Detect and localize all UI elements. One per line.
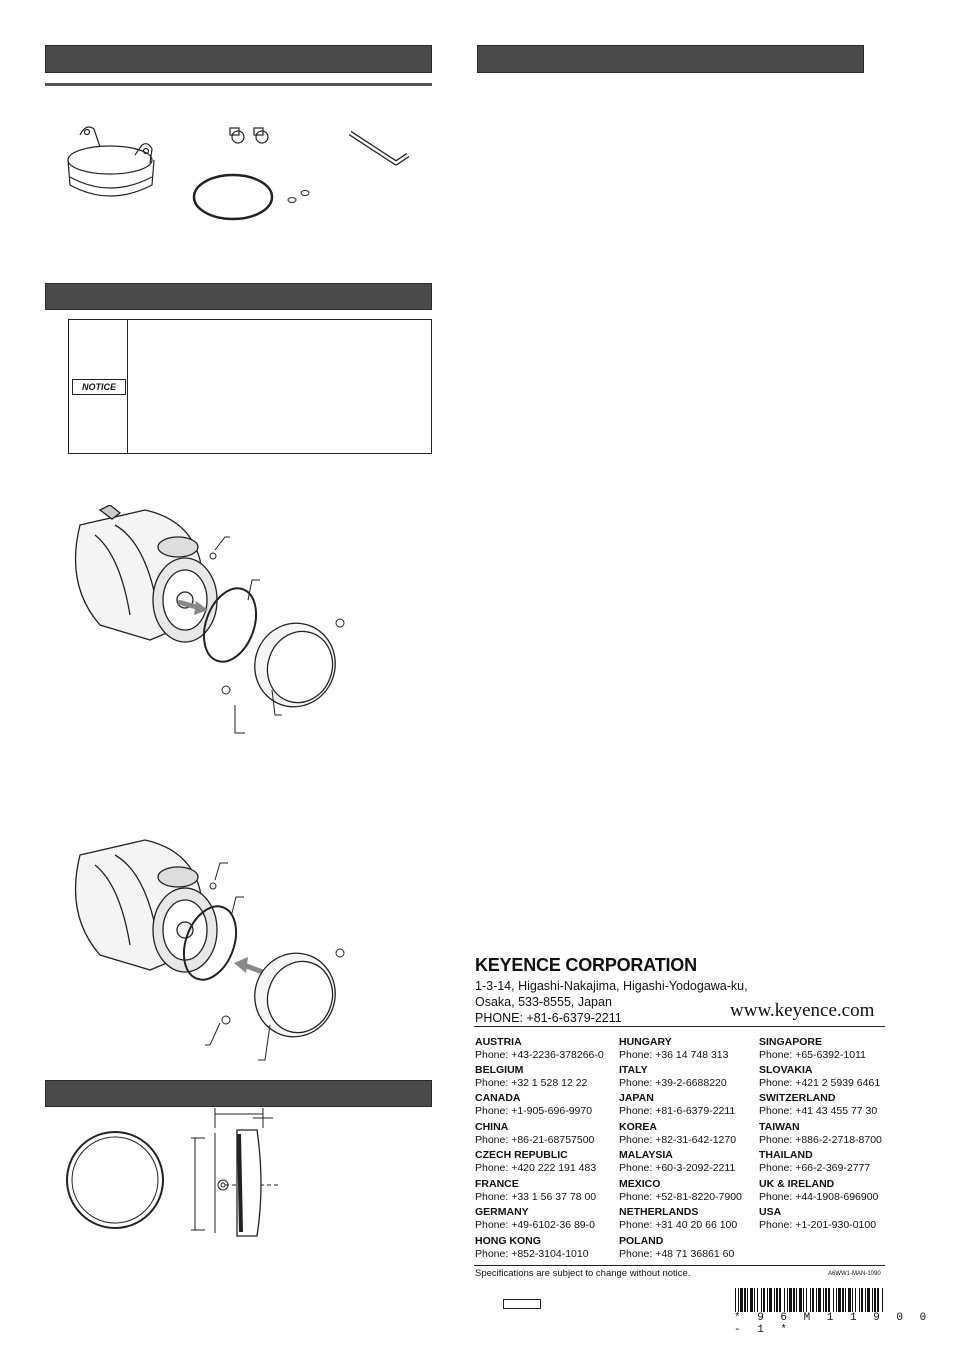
office-entry: FRANCE Phone: +33 1 56 37 78 00 (475, 1178, 597, 1203)
camera-body-icon (76, 840, 218, 972)
section-header-bar-right (477, 45, 864, 73)
office-entry: GERMANY Phone: +49-6102-36 89-0 (475, 1206, 595, 1231)
section-header-bar-precautions (45, 283, 432, 310)
office-entry: NETHERLANDS Phone: +31 40 20 66 100 (619, 1206, 738, 1231)
office-entry: KOREA Phone: +82-31-642-1270 (619, 1121, 737, 1146)
hood-icon (243, 942, 347, 1048)
camera-body-icon (76, 505, 218, 642)
office-entry: SINGAPORE Phone: +65-6392-1011 (759, 1036, 866, 1061)
washer-icon (210, 553, 216, 559)
office-entry: ITALY Phone: +39-2-6688220 (619, 1064, 727, 1089)
office-entry: JAPAN Phone: +81-6-6379-2211 (619, 1092, 736, 1117)
office-entry: MEXICO Phone: +52-81-8220-7900 (619, 1178, 742, 1203)
package-contents-illustration (60, 115, 420, 225)
office-entry: SLOVAKIA Phone: +421 2 5939 6461 (759, 1064, 881, 1089)
dimension-side-view (185, 1108, 285, 1238)
washer-icon (288, 191, 309, 203)
phone: PHONE: +81-6-6379-2211 (475, 1011, 622, 1025)
office-entry: UK & IRELAND Phone: +44-1908-696900 (759, 1178, 879, 1203)
office-entry: HUNGARY Phone: +36 14 748 313 (619, 1036, 729, 1061)
hood-icon (243, 612, 347, 718)
office-entry: HONG KONG Phone: +852-3104-1010 (475, 1235, 589, 1260)
notice-box (68, 319, 432, 454)
website-link[interactable]: www.keyence.com (730, 1000, 875, 1021)
screw-icon (230, 128, 268, 143)
document-code: A6WW1-MAN-1090 (828, 1271, 881, 1277)
dimension-front-view (60, 1125, 170, 1235)
office-entry: SWITZERLAND Phone: +41 43 455 77 30 (759, 1092, 878, 1117)
office-entry: TAIWAN Phone: +886-2-2718-8700 (759, 1121, 882, 1146)
office-entry: MALAYSIA Phone: +60-3-2092-2211 (619, 1149, 736, 1174)
address-line-1: 1-3-14, Higashi-Nakajima, Higashi-Yodogawa-ku, (475, 979, 748, 993)
office-entry: POLAND Phone: +48 71 36861 60 (619, 1235, 735, 1260)
office-entry: AUSTRIA Phone: +43-2236-378266-0 (475, 1036, 604, 1061)
address-line-2: Osaka, 533-8555, Japan (475, 995, 612, 1009)
notice-badge: NOTICE (72, 379, 126, 395)
office-entry: CHINA Phone: +86-21-68757500 (475, 1121, 595, 1146)
washer-icon (210, 883, 216, 889)
office-entry: THAILAND Phone: +66-2-369-2777 (759, 1149, 871, 1174)
small-box (503, 1299, 541, 1309)
office-entry: USA Phone: +1-201-930-0100 (759, 1206, 877, 1231)
office-entry: CZECH REPUBLIC Phone: +420 222 191 483 (475, 1149, 597, 1174)
office-entry: CANADA Phone: +1-905-696-9970 (475, 1092, 593, 1117)
protective-hood-icon (68, 127, 154, 196)
barcode-icon (735, 1288, 885, 1312)
corporation-name: KEYENCE CORPORATION (475, 955, 697, 975)
section-header-bar-package (45, 45, 432, 73)
section-header-bar-dimensions (45, 1080, 432, 1107)
o-ring-icon (194, 175, 272, 219)
hood-attach-illustration (60, 835, 360, 1070)
notice-label-column (69, 320, 128, 453)
office-entry: BELGIUM Phone: +32 1 528 12 22 (475, 1064, 588, 1089)
corporation-divider (474, 1026, 885, 1027)
hood-removal-illustration (60, 505, 360, 740)
barcode-text: * 9 6 M 1 1 9 0 0 - 1 * (734, 1312, 932, 1336)
spec-note: Specifications are subject to change without notice. (475, 1268, 691, 1279)
section-underline (45, 83, 432, 86)
footer-divider (474, 1265, 885, 1266)
